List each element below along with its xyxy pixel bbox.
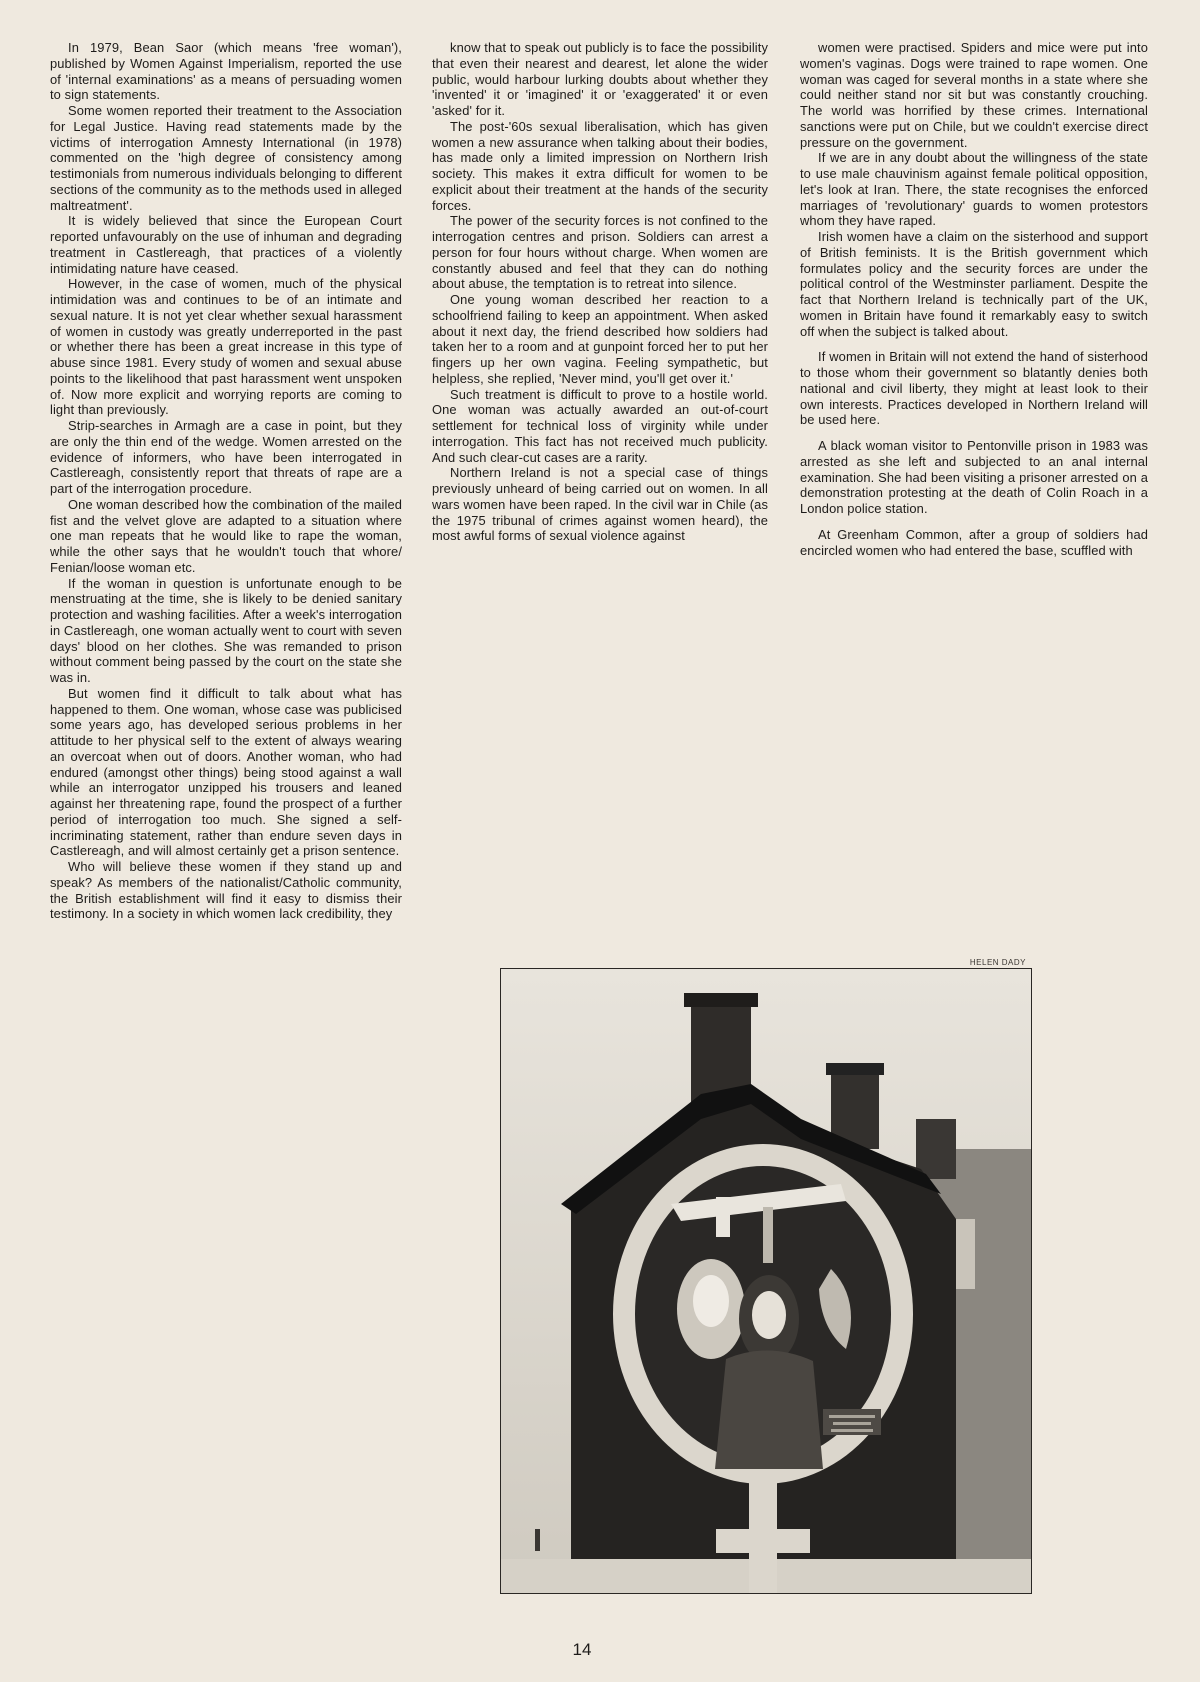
paragraph: Northern Ireland is not a special case of things previously unheard of being carried out on women. In all wars women have been raped. In the civil war in Chile (as the 1975 tribunal of crimes against women heard), the most awful forms of sexual violence against <box>432 465 768 544</box>
paragraph: At Greenham Common, after a group of soldiers had encircled women who had entered the base, scuffled with <box>800 526 1148 558</box>
article-column-1 <box>50 40 402 922</box>
paragraph: If we are in any doubt about the willingness of the state to use male chauvinism against female political opposition, let's look at Iran. There, the state recognises the enforced marriages of 'revolutionary' guards to women protestors whom they have raped. <box>800 150 1148 229</box>
mural-photo-icon <box>501 969 1031 1593</box>
paragraph: The post-'60s sexual liberalisation, which has given women a new assurance when talking about their bodies, has made only a limited impression on Northern Irish society. This makes it extra difficult for women to be explicit about their treatment at the hands of the security forces. <box>432 118 768 213</box>
paragraph: Strip-searches in Armagh are a case in point, but they are only the thin end of the wedge. Women arrested on the evidence of informers, who have been interrogated in Castlereagh, consistently report that threats of rape are a part of the interrogation procedure. <box>50 418 402 496</box>
paragraph: If women in Britain will not extend the hand of sisterhood to those whom their government so blatantly denies both national and civil liberty, they might at least look to their own interests. Practices developed in Northern Ireland will be used here. <box>800 349 1148 428</box>
paragraph: women were practised. Spiders and mice were put into women's vaginas. Dogs were trained to rape women. One woman was caged for several months in a state where she could neither stand nor sit but was constantly crouching. The world was horrified by these crimes. International sanctions were put on Chile, but we couldn't exercise direct pressure on the government. <box>800 40 1148 150</box>
paragraph: If the woman in question is unfortunate enough to be menstruating at the time, she is likely to be denied sanitary protection and washing facilities. After a week's interrogation in Castlereagh, one woman actually went to court with seven days' blood on her clothes. She was remanded to prison without comment being passed by the court on the state she was in. <box>50 575 402 685</box>
paragraph: In 1979, Bean Saor (which means 'free woman'), published by Women Against Imperialism, reported the use of 'internal examinations' as a means of persuading women to sign statements. <box>50 40 402 103</box>
page-number: 14 <box>572 1640 592 1659</box>
article-column-2 <box>432 40 768 544</box>
paragraph: But women find it difficult to talk about what has happened to them. One woman, whose case was publicised some years ago, has developed serious problems in her attitude to her physical self to the extent of always wearing an overcoat when out of doors. Another woman, who had endured (amongst other things) being stood against a wall while an interrogator unzipped his trousers and leaned against her threatening rape, found the prospect of a further period of interrogation too much. She signed a self-incriminating statement, rather than endure seven days in Castlereagh, and will almost certainly get a prison sentence. <box>50 685 402 859</box>
paragraph: One woman described how the combination of the mailed fist and the velvet glove are adapted to a situation where one man repeats that he would like to rape the woman, while the other says that he wouldn't touch that whore/ Fenian/loose woman etc. <box>50 496 402 575</box>
article-column-3 <box>800 40 1148 558</box>
photo-credit: HELEN DADY <box>969 958 1026 967</box>
paragraph: know that to speak out publicly is to face the possibility that even their nearest and dearest, let alone the wider public, would harbour lurking doubts about whether they 'invented' it or 'imagined' it or 'exaggerated' it or even 'asked' for it. <box>432 40 768 118</box>
paragraph: One young woman described her reaction to a schoolfriend failing to keep an appointment. When asked about it next day, the friend described how soldiers had taken her to a room and at gunpoint forced her to put her fingers up her own vagina. Feeling sympathetic, but helpless, she replied, 'Never mind, you'll get over it.' <box>432 292 768 386</box>
mural-photo <box>500 968 1032 1594</box>
paragraph: Irish women have a claim on the sisterhood and support of British feminists. It is the British government which formulates policy and the security forces are under the political control of the Westminster parliament. Despite the fact that Northern Ireland is technically part of the UK, women in Britain have found it remarkably easy to switch off when the subject is talked about. <box>800 229 1148 339</box>
paragraph: The power of the security forces is not confined to the interrogation centres and prison. Soldiers can arrest a person for four hours without charge. When women are constantly abused and feel that they can do nothing about abuse, the temptation is to retreat into silence. <box>432 213 768 292</box>
paragraph: A black woman visitor to Pentonville prison in 1983 was arrested as she left and subjected to an anal internal examination. She had been visiting a prisoner arrested on a demonstration protesting at the death of Colin Roach in a London police station. <box>800 438 1148 516</box>
paragraph: Some women reported their treatment to the Association for Legal Justice. Having read statements made by the victims of interrogation Amnesty International (in 1978) commented on the 'high degree of consistency among testimonials from numerous individuals belonging to different sections of the community as to the methods used in alleged maltreatment'. <box>50 103 402 213</box>
paragraph: Such treatment is difficult to prove to a hostile world. One woman was actually awarded an out-of-court settlement for technical loss of virginity while under interrogation. This fact has not received much publicity. And such clear-cut cases are a rarity. <box>432 386 768 465</box>
paragraph: However, in the case of women, much of the physical intimidation was and continues to be of an intimate and sexual nature. It is not yet clear whether sexual harassment of women in custody was greatly underreported in the past or whether there has been a great increase in this type of abuse since 1981. Every study of women and sexual abuse points to the likelihood that past harassment went unspoken of. Now more explicit and worrying reports are coming to light than previously. <box>50 276 402 418</box>
paragraph: It is widely believed that since the European Court reported unfavourably on the use of inhuman and degrading treatment in Castlereagh, that practices of a violently intimidating nature have ceased. <box>50 213 402 276</box>
paragraph: Who will believe these women if they stand up and speak? As members of the nationalist/Catholic community, the British establishment will find it easy to dismiss their testimony. In a society in which women lack credibility, they <box>50 859 402 922</box>
